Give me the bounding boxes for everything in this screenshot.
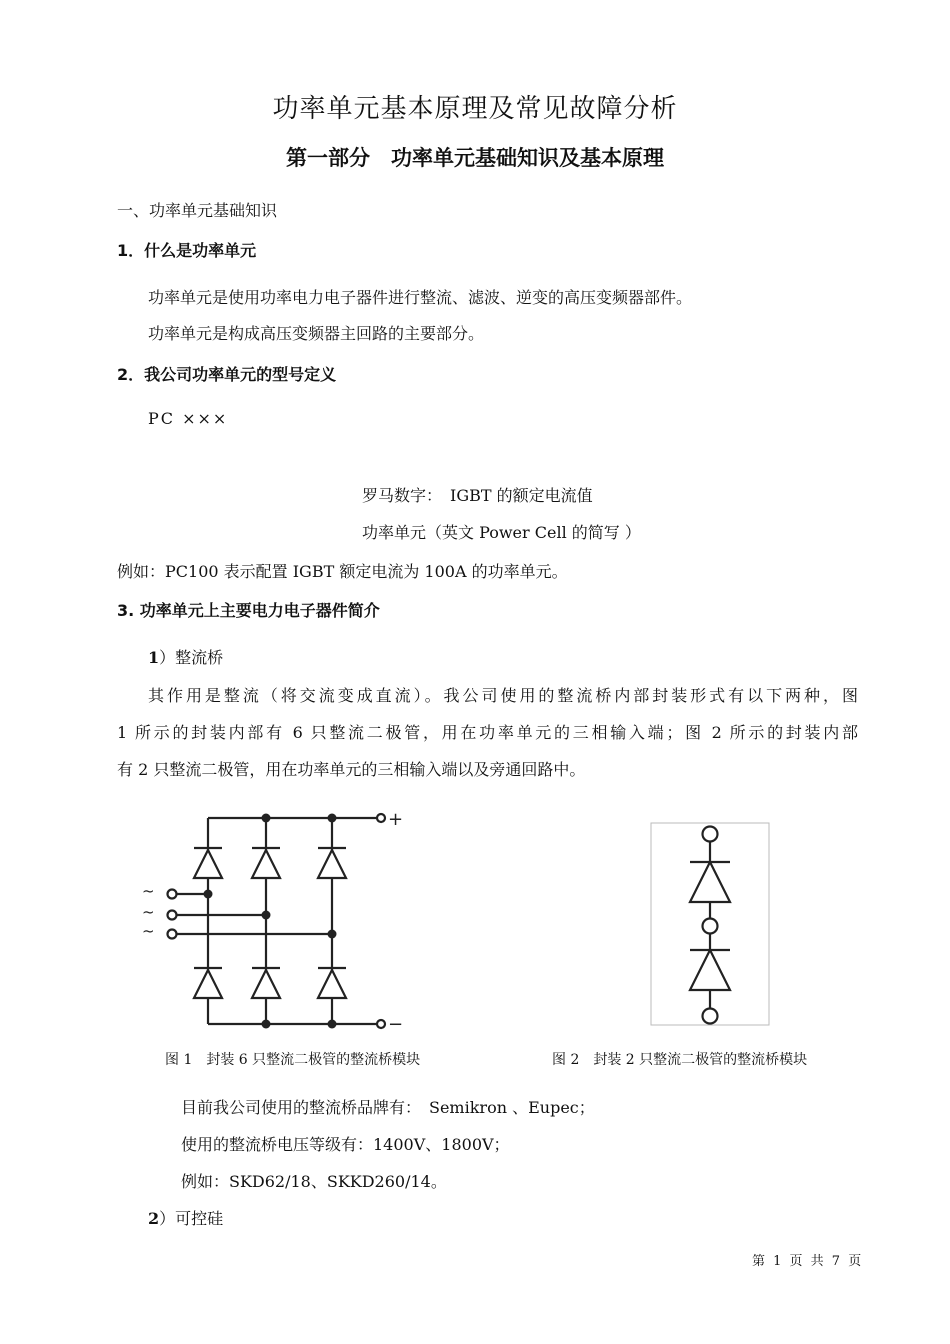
figure-1-caption: 图 1 封装 6 只整流二极管的整流桥模块 — [165, 1052, 421, 1068]
ac-input-label: ~ — [142, 922, 155, 940]
ac-input-label: ~ — [142, 903, 155, 921]
page-footer: 第 1 页 共 7 页 — [752, 1254, 864, 1269]
subsection-heading-2: 2．我公司功率单元的型号定义 — [117, 365, 337, 384]
figure-2-caption: 图 2 封装 2 只整流二极管的整流桥模块 — [552, 1052, 808, 1068]
paragraph-line: 有 2 只整流二极管，用在功率单元的三相输入端以及旁通回路中。 — [117, 760, 586, 779]
model-example: 例如：PC100 表示配置 IGBT 额定电流为 100A 的功率单元。 — [117, 562, 568, 581]
subsection-heading-3: 3. 功率单元上主要电力电子器件简介 — [117, 601, 380, 620]
example-line: 例如：SKD62/18、SKKD260/14。 — [181, 1172, 447, 1191]
part-heading: 第一部分 功率单元基础知识及基本原理 — [286, 146, 664, 170]
section-heading: 一、功率单元基础知识 — [117, 201, 278, 220]
subitem-number: 1 — [148, 648, 160, 667]
subitem-label: ）整流桥 — [159, 648, 224, 667]
subitem-label: ）可控硅 — [159, 1209, 224, 1228]
paragraph: 功率单元是使用功率电力电子器件进行整流、滤波、逆变的高压变频器部件。 — [148, 288, 693, 307]
subitem-number: 2 — [148, 1209, 160, 1228]
paragraph-line: 其作用是整流（将交流变成直流）。我公司使用的整流桥内部封装形式有以下两种，图 — [148, 686, 858, 705]
model-definition-pc: 功率单元（英文 Power Cell 的简写 ） — [362, 523, 641, 542]
subitem-rectifier — [148, 645, 223, 668]
model-definition-roman: 罗马数字： IGBT 的额定电流值 — [362, 486, 593, 505]
brand-line: 目前我公司使用的整流桥品牌有： Semikron 、Eupec； — [181, 1098, 595, 1117]
minus-terminal-label: − — [388, 1014, 404, 1035]
document-title: 功率单元基本原理及常见故障分析 — [272, 94, 678, 124]
figure-2-two-diode-module — [650, 822, 772, 1028]
figure-1-six-diode-bridge — [130, 800, 420, 1040]
ac-input-label: ~ — [142, 882, 155, 900]
voltage-line: 使用的整流桥电压等级有：1400V、1800V； — [181, 1135, 510, 1154]
subitem-thyristor — [148, 1206, 223, 1229]
paragraph: 功率单元是构成高压变频器主回路的主要部分。 — [148, 324, 485, 343]
model-code: PC ××× — [148, 409, 229, 428]
paragraph-line: 1 所示的封装内部有 6 只整流二极管，用在功率单元的三相输入端；图 2 所示的封装内部 — [117, 723, 858, 742]
subsection-heading-1: 1．什么是功率单元 — [117, 241, 257, 260]
plus-terminal-label: + — [388, 809, 404, 830]
